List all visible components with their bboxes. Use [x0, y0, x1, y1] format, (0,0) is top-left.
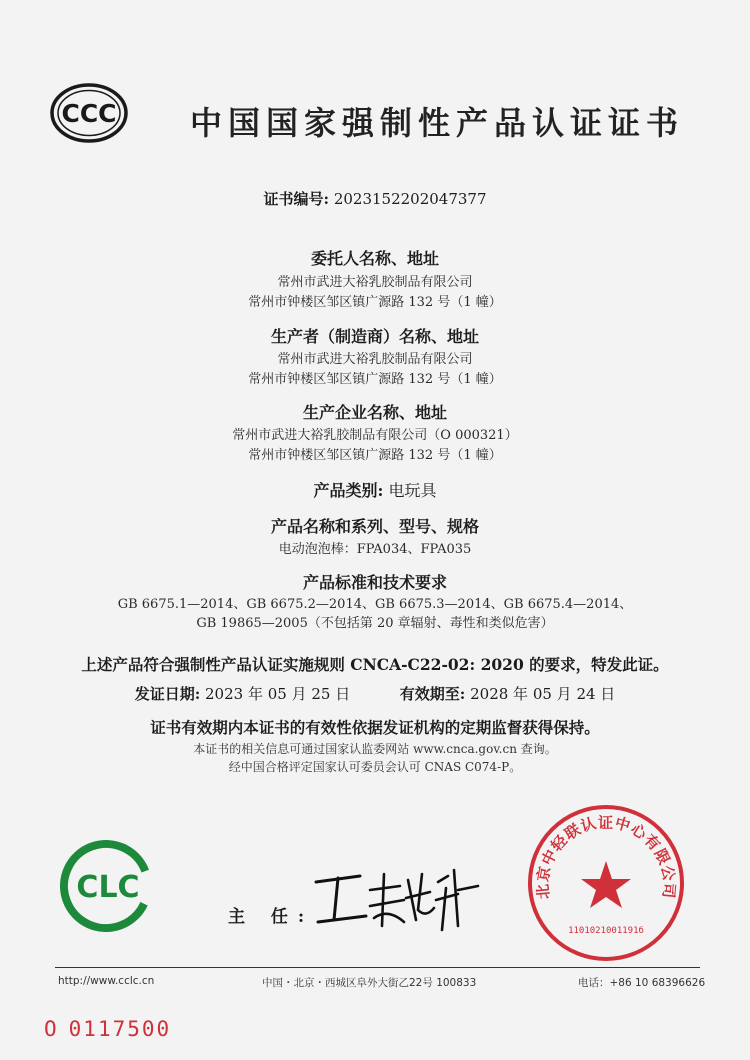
certificate-number-row	[0, 188, 750, 209]
factory-address: 常州市钟楼区邹区镇广源路 132 号（1 幢）	[248, 448, 502, 463]
product-model-value: 电动泡泡棒：FPA034、FPA035	[278, 542, 472, 557]
seal-star-icon	[581, 861, 631, 908]
issue-date-label: 发证日期:	[134, 685, 201, 703]
seal-number: 1101021001191б	[568, 926, 644, 936]
client-heading: 委托人名称、地址	[310, 249, 439, 268]
conformity-statement: 上述产品符合强制性产品认证实施规则 CNCA-C22-02: 2020 的要求，特发此证。	[81, 655, 669, 674]
standards-line-2: GB 19865—2005（不包括第 20 章辐射、毒性和类似危害）	[196, 616, 554, 631]
expiry-date: 2028 年 05 月 24 日	[470, 685, 616, 703]
serial-number-row	[44, 1017, 171, 1041]
clc-mark-icon	[60, 840, 152, 936]
client-name: 常州市武进大裕乳胶制品有限公司	[277, 275, 473, 290]
seal-text: 北京中轻联认证中心有限公司	[533, 813, 679, 900]
product-category-row	[0, 478, 750, 501]
factory-heading: 生产企业名称、地址	[302, 403, 447, 422]
svg-text:CCC: CCC	[61, 99, 117, 128]
dates-row	[0, 683, 750, 704]
product-model-heading: 产品名称和系列、型号、规格	[270, 517, 479, 536]
client-address: 常州市钟楼区邹区镇广源路 132 号（1 幢）	[248, 295, 502, 310]
standards-heading: 产品标准和技术要求	[302, 573, 447, 592]
clc-logo-text: CLC	[76, 870, 140, 905]
footer-address: 中国・北京・西城区阜外大街乙22号 100833	[262, 977, 477, 989]
manufacturer-address: 常州市钟楼区邹区镇广源路 132 号（1 幢）	[248, 372, 502, 387]
certificate-number: 2023152202047377	[333, 190, 487, 208]
ccc-mark-icon	[50, 83, 128, 147]
serial-prefix: O	[44, 1017, 59, 1041]
standards-line-1: GB 6675.1—2014、GB 6675.2—2014、GB 6675.3—2014、GB 6675.4—2014、	[117, 597, 633, 612]
official-seal	[526, 803, 686, 967]
accreditation-note: 经中国合格评定国家认可委员会认可 CNAS C074-P。	[228, 760, 522, 774]
footer-phone: 电话：+86 10 68396626	[578, 977, 706, 989]
issue-date: 2023 年 05 月 25 日	[205, 685, 351, 703]
product-category-label: 产品类别:	[313, 481, 384, 500]
director-label: 主 任:	[228, 907, 315, 927]
serial-number: 0117500	[68, 1017, 172, 1041]
certificate-number-label: 证书编号:	[263, 190, 330, 208]
director-signature	[308, 860, 483, 944]
expiry-date-label: 有效期至:	[399, 685, 466, 703]
footer-website: http://www.cclc.cn	[58, 975, 155, 987]
footer-divider	[55, 967, 700, 968]
validity-statement: 证书有效期内本证书的有效性依据发证机构的定期监督获得保持。	[150, 718, 600, 737]
manufacturer-name: 常州市武进大裕乳胶制品有限公司	[277, 352, 473, 367]
document-title: 中国国家强制性产品认证证书	[190, 104, 685, 142]
manufacturer-heading: 生产者（制造商）名称、地址	[270, 327, 479, 346]
factory-name: 常州市武进大裕乳胶制品有限公司（O 000321）	[232, 428, 518, 443]
inquiry-note: 本证书的相关信息可通过国家认监委网站 www.cnca.gov.cn 查询。	[193, 742, 557, 756]
product-category-value: 电玩具	[388, 481, 437, 500]
